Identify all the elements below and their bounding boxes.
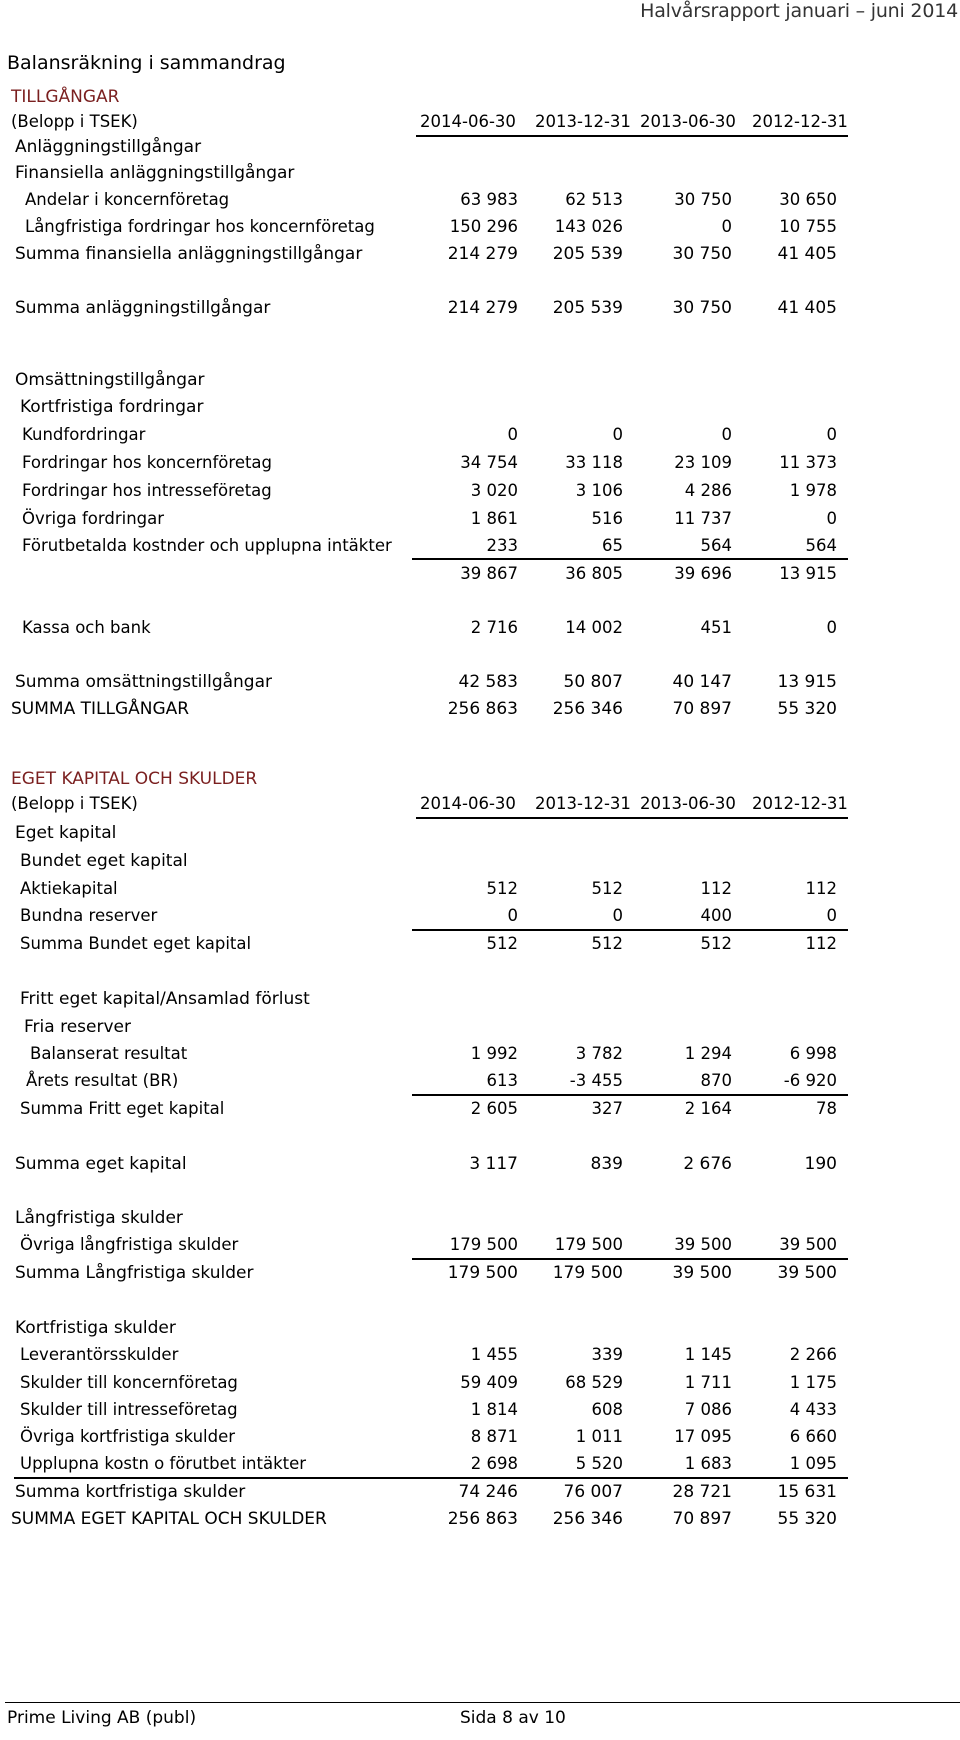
total-row: SUMMA EGET KAPITAL OCH SKULDER 256 863 256 346 70 897 55 320	[11, 1509, 837, 1529]
subtotal-row: Summa Långfristiga skulder 179 500 179 500 39 500 39 500	[15, 1263, 837, 1283]
table-row: Upplupna kostn o förutbet intäkter 2 698 5 520 1 683 1 095	[20, 1454, 837, 1473]
sum-line	[412, 558, 848, 560]
group-heading: Fritt eget kapital/Ansamlad förlust	[20, 989, 310, 1009]
section-heading: EGET KAPITAL OCH SKULDER	[11, 769, 258, 789]
subtotal-row: Summa omsättningstillgångar 42 583 50 807 40 147 13 915	[15, 672, 837, 692]
header-underline	[416, 817, 848, 819]
subtotal-row: Summa Bundet eget kapital 512 512 512 112	[20, 934, 837, 953]
table-row: Aktiekapital 512 512 112 112	[20, 879, 837, 898]
subtotal-row: Summa eget kapital 3 117 839 2 676 190	[15, 1154, 837, 1174]
table-row: Övriga kortfristiga skulder 8 871 1 011 17 095 6 660	[20, 1427, 837, 1446]
subtotal-row: Summa finansiella anläggningstillgångar 214 279 205 539 30 750 41 405	[15, 244, 837, 264]
table-row: Fordringar hos koncernföretag 34 754 33 118 23 109 11 373	[22, 453, 837, 472]
footer-company: Prime Living AB (publ)	[7, 1708, 197, 1728]
report-header: Halvårsrapport januari – juni 2014	[640, 0, 958, 22]
total-row: SUMMA TILLGÅNGAR 256 863 256 346 70 897 55 320	[11, 699, 837, 719]
table-row: Övriga långfristiga skulder 179 500 179 500 39 500 39 500	[20, 1235, 837, 1254]
table-row: Fordringar hos intresseföretag 3 020 3 106 4 286 1 978	[22, 481, 837, 500]
footer-rule	[5, 1702, 960, 1703]
table-row: Andelar i koncernföretag 63 983 62 513 30 750 30 650	[25, 190, 837, 209]
table-row: Balanserat resultat 1 992 3 782 1 294 6 998	[30, 1044, 837, 1063]
group-heading: Omsättningstillgångar	[15, 370, 205, 390]
table-row: Skulder till intresseföretag 1 814 608 7 086 4 433	[20, 1400, 837, 1419]
table-row: Förutbetalda kostnder och upplupna intäkter 233 65 564 564	[22, 536, 837, 555]
subtotal-row: Summa kortfristiga skulder 74 246 76 007 28 721 15 631	[15, 1482, 837, 1502]
group-heading: Långfristiga skulder	[15, 1208, 183, 1228]
subtotal-row: 39 867 36 805 39 696 13 915	[460, 564, 837, 583]
group-heading: Bundet eget kapital	[20, 851, 188, 871]
page-title: Balansräkning i sammandrag	[7, 52, 286, 74]
table-row: Kassa och bank 2 716 14 002 451 0	[22, 618, 837, 637]
group-heading: Finansiella anläggningstillgångar	[15, 163, 295, 183]
subtotal-row: Summa anläggningstillgångar 214 279 205 539 30 750 41 405	[15, 298, 837, 318]
table-row: Långfristiga fordringar hos koncernföretag 150 296 143 026 0 10 755	[25, 217, 837, 236]
group-heading: Kortfristiga fordringar	[20, 397, 204, 417]
group-heading: Eget kapital	[15, 823, 117, 843]
column-header-row: (Belopp i TSEK) 2014-06-30 2013-12-31 2013-06-30 2012-12-31	[11, 794, 848, 813]
subtotal-row: Summa Fritt eget kapital 2 605 327 2 164 78	[20, 1099, 837, 1118]
table-row: Övriga fordringar 1 861 516 11 737 0	[22, 509, 837, 528]
table-row: Bundna reserver 0 0 400 0	[20, 906, 837, 925]
table-row: Leverantörsskulder 1 455 339 1 145 2 266	[20, 1345, 837, 1364]
group-heading: Kortfristiga skulder	[15, 1318, 176, 1338]
table-row: Skulder till koncernföretag 59 409 68 529 1 711 1 175	[20, 1373, 837, 1392]
footer-page-number: Sida 8 av 10	[460, 1708, 566, 1728]
column-header-row: (Belopp i TSEK) 2014-06-30 2013-12-31 2013-06-30 2012-12-31	[11, 112, 848, 131]
group-heading: Fria reserver	[24, 1017, 131, 1037]
section-heading: TILLGÅNGAR	[11, 87, 120, 107]
table-row: Kundfordringar 0 0 0 0	[22, 425, 837, 444]
group-heading: Anläggningstillgångar	[15, 137, 202, 157]
table-row: Årets resultat (BR) 613 -3 455 870 -6 920	[26, 1071, 837, 1090]
